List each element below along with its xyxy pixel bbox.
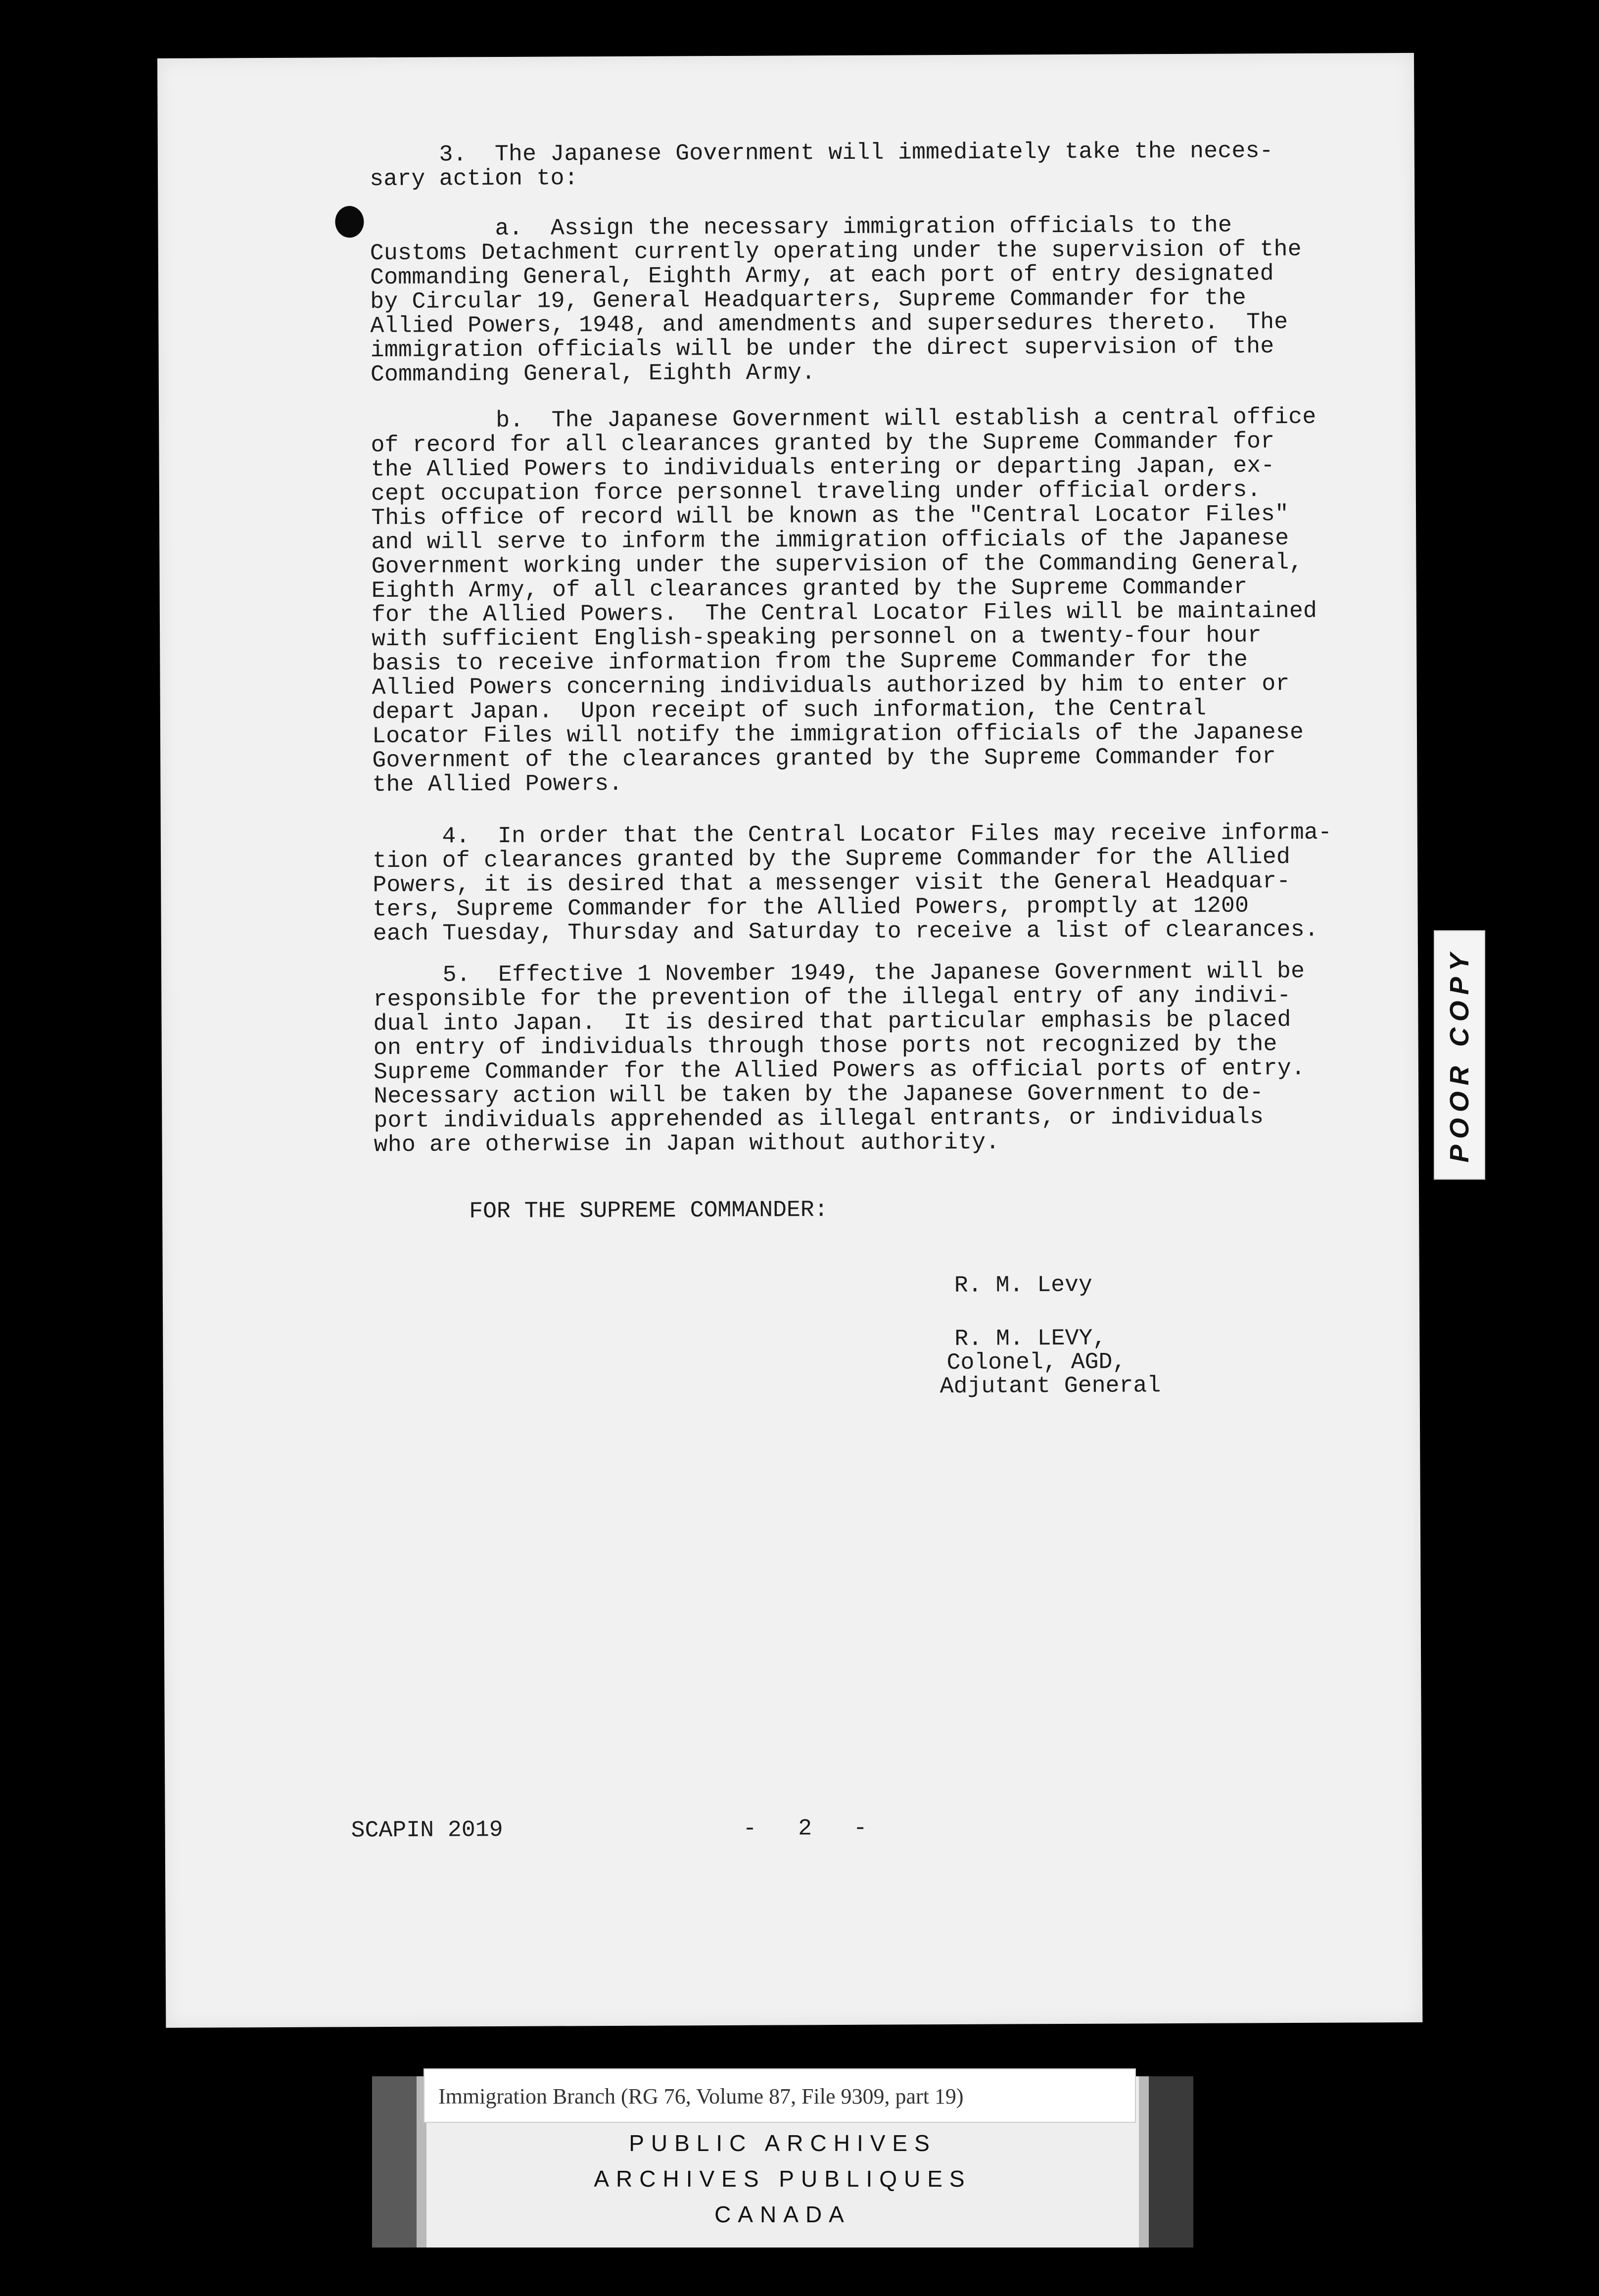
footer-reference: SCAPIN 2019 xyxy=(351,1816,503,1844)
archive-line-1: PUBLIC ARCHIVES xyxy=(629,2130,937,2156)
archive-strip-left-edge xyxy=(372,2076,417,2248)
archive-strip-right-edge xyxy=(1149,2076,1193,2248)
poor-copy-stamp xyxy=(1434,930,1485,1180)
file-reference-label: Immigration Branch (RG 76, Volume 87, File 9309, part 19) xyxy=(423,2068,1136,2123)
paragraph-4: 4. In order that the Central Locator Files may receive informa- tion of clearances granted by the Supreme Commander for the Allied Powers, it is desired that a messenger visit the General Headquar- ters, Supreme Commander for the Allied Powers, promptly at 1200 each Tuesday, Thursday and Saturday to receive a list of clearances. xyxy=(358,819,1332,947)
archive-line-3: CANADA xyxy=(714,2201,851,2227)
page-number: - 2 - xyxy=(743,1815,867,1842)
archive-line-2: ARCHIVES PUBLIQUES xyxy=(594,2166,972,2192)
paragraph-5: 5. Effective 1 November 1949, the Japanese Government will be responsible for the prevention of the illegal entry of any indivi- dual into Japan. It is desired that particular emphasis be placed on entry of individuals through those ports not recognized by the Supreme Commander for the Allied Powers as official ports of entry. Necessary action will be taken by the Japanese Government to de- port individuals apprehended as illegal entrants, or individuals who are otherwise in Japan without authority. xyxy=(359,957,1306,1158)
paragraph-3: 3. The Japanese Government will immediately take the neces- sary action to: xyxy=(355,138,1273,192)
signatory-rank: Colonel, AGD, xyxy=(946,1348,1127,1376)
signatory-title: Adjutant General xyxy=(940,1372,1161,1400)
signatory-name: R. M. LEVY, xyxy=(954,1325,1107,1352)
paragraph-3b: b. The Japanese Government will establish a central office of record for all clearances granted by the Supreme Commander for the Allied Powers to individuals entering or departing Japan, ex- cept occupation force personnel traveling under official orders. This office of record will be known as the "Central Locator Files" and will serve to inform the immigration officials of the Japanese Government working under the supervision of the Commanding General, Eighth Army, of all clearances granted by the Supreme Commander for the Allied Powers. The Central Locator Files will be maintained with sufficient English-speaking personnel on a twenty-four hour basis to receive information from the Supreme Commander for the Allied Powers concerning individuals authorized by him to enter or depart Japan. Upon receipt of such information, the Central Locator Files will notify the immigration officials of the Japanese Government of the clearances granted by the Supreme Commander for the Allied Powers. xyxy=(357,403,1317,798)
signature: R. M. Levy xyxy=(954,1271,1092,1298)
paragraph-3a: a. Assign the necessary immigration officials to the Customs Detachment currently operating under the supervision of the Commanding General, Eighth Army, at each port of entry designated by Circular 19, General Headquarters, Supreme Commander for the Allied Powers, 1948, and amendments and supersedures thereto. The immigration officials will be under the direct supervision of the Commanding General, Eighth Army. xyxy=(356,212,1302,388)
poor-copy-text: POOR COPY xyxy=(1445,947,1474,1163)
closing-line: FOR THE SUPREME COMMANDER: xyxy=(469,1196,828,1225)
document-page xyxy=(157,53,1422,2028)
